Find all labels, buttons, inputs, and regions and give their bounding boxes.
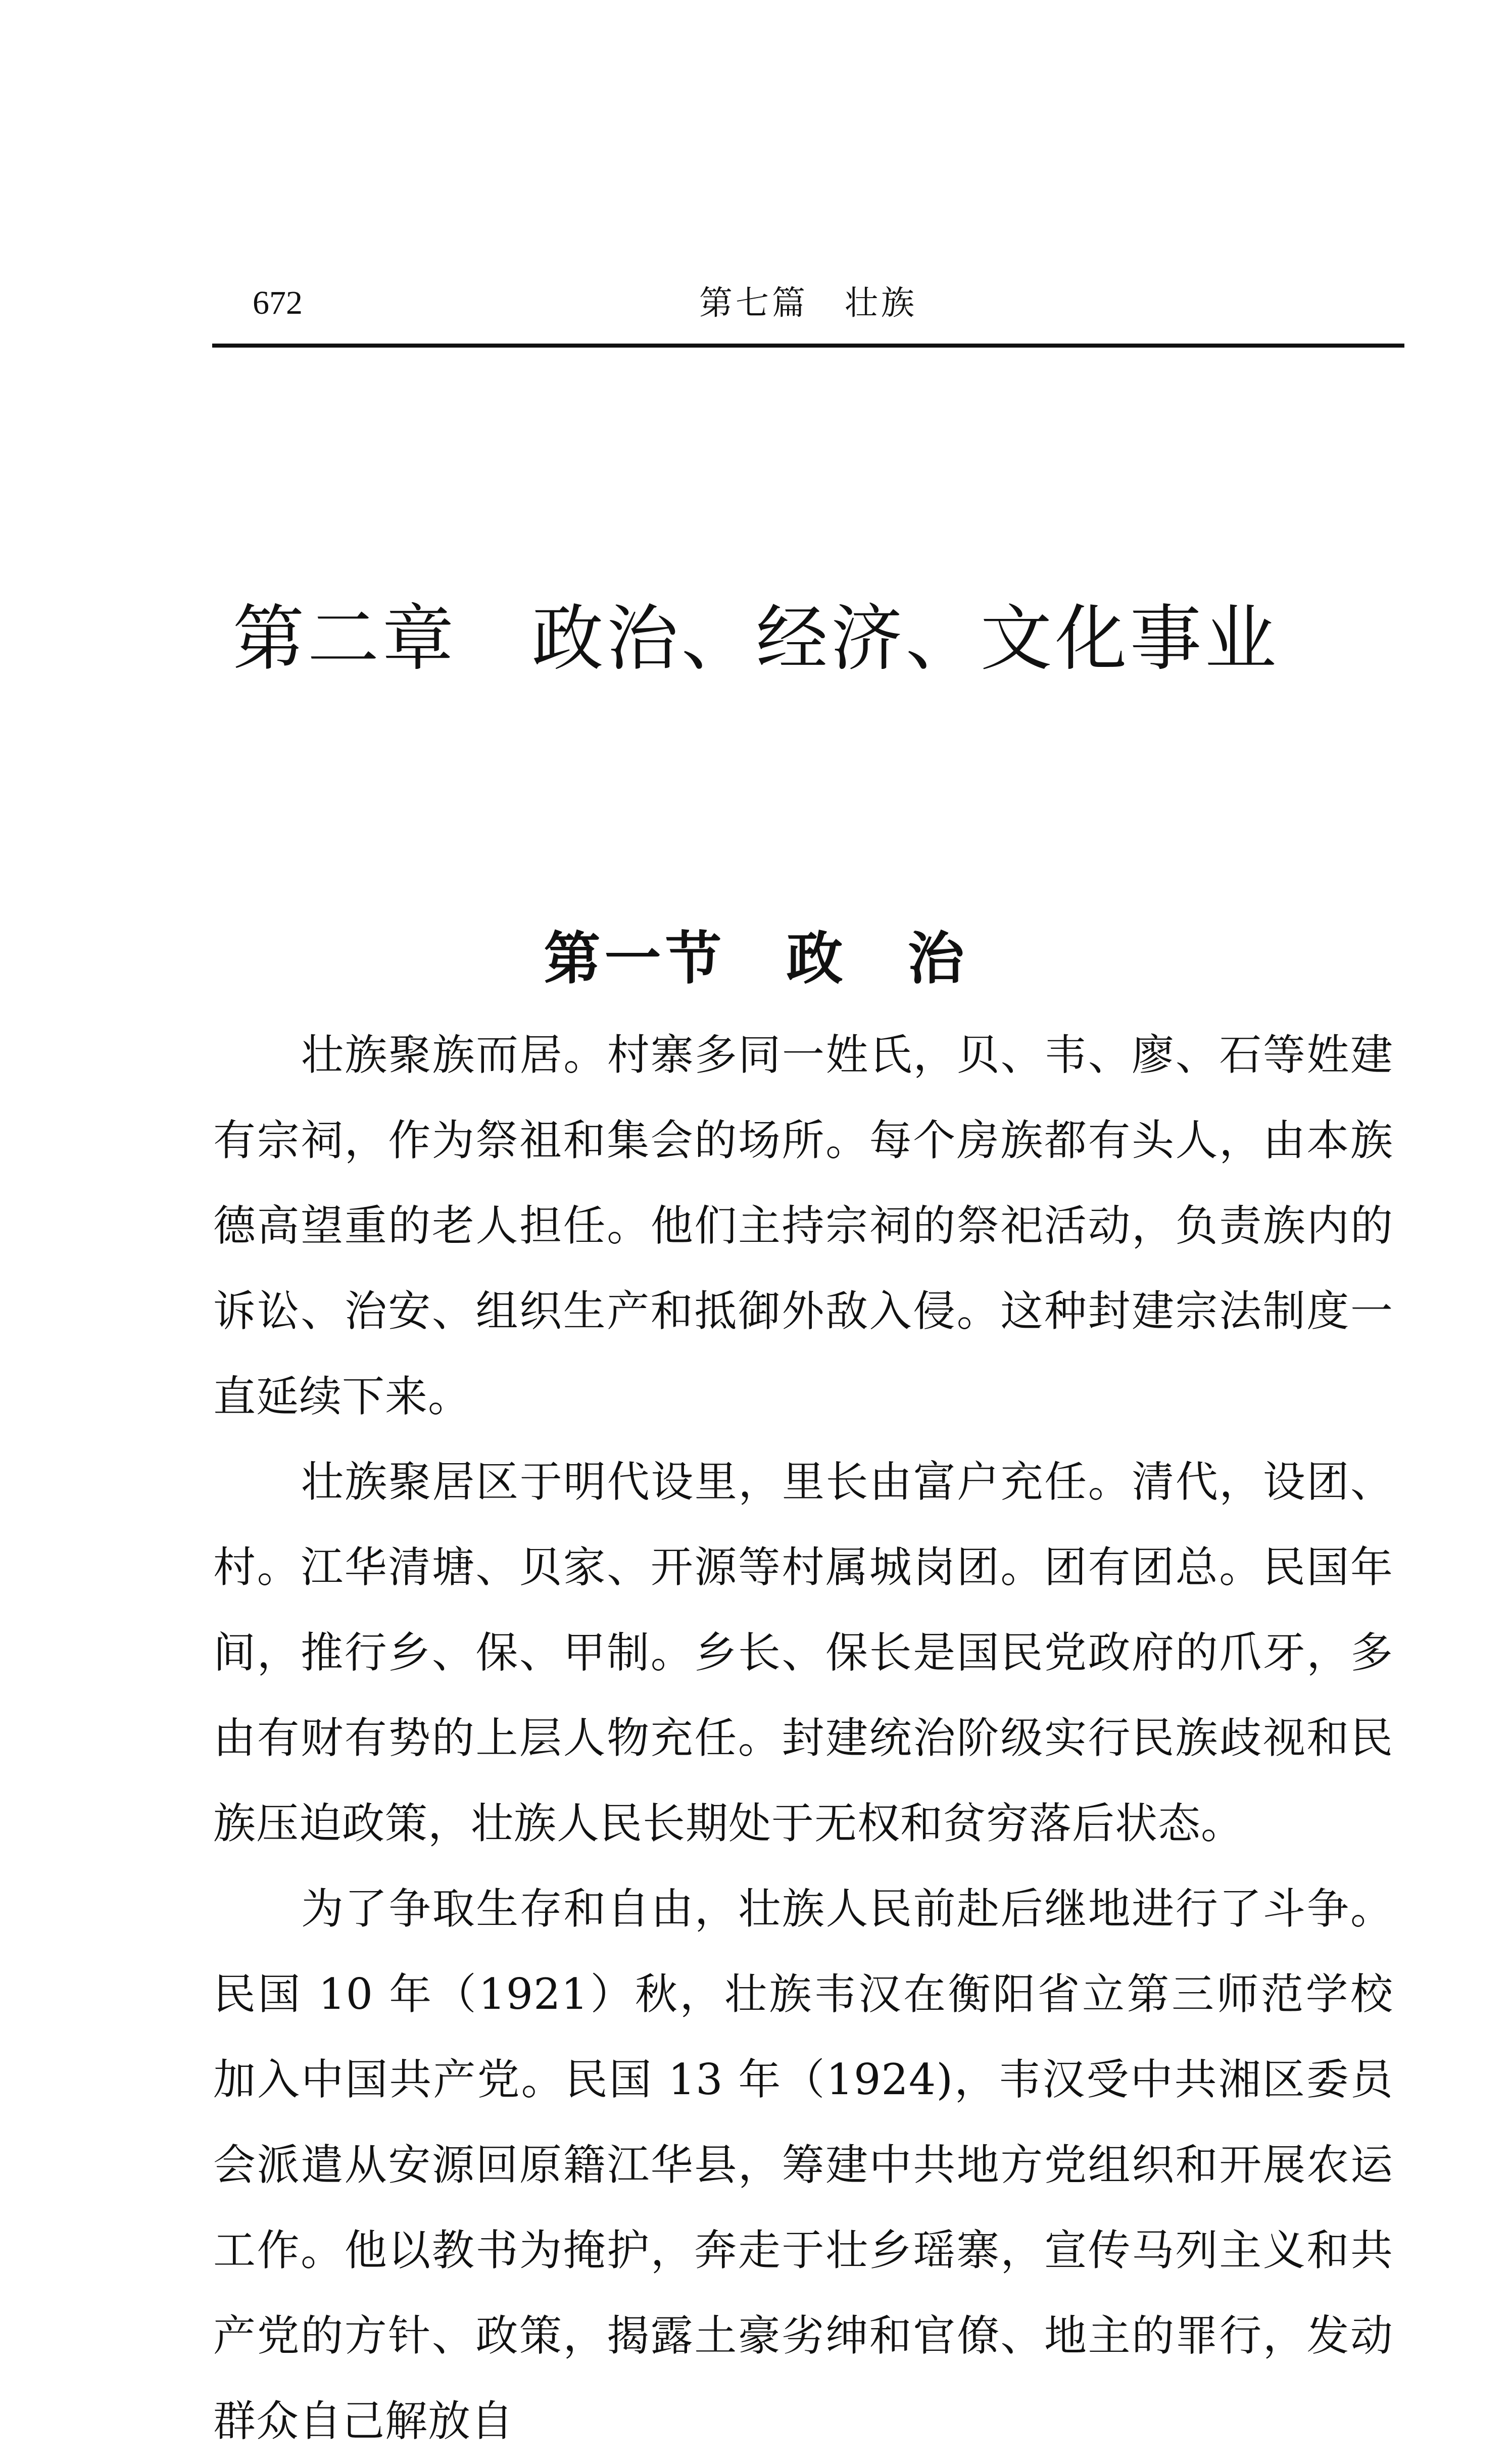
paragraph-clan-settlement: 壮族聚族而居。村寨多同一姓氏，贝、韦、廖、石等姓建有宗祠，作为祭祖和集会的场所。每个房族都有头人，由本族德高望重的老人担任。他们主持宗祠的祭祀活动，负责族内的诉讼、治安、组织生产和抵御外敌入侵。这种封建宗法制度一直延续下来。 bbox=[213, 1030, 1393, 1421]
page-header bbox=[212, 273, 1404, 348]
running-title: 第七篇 壮族 bbox=[699, 283, 917, 322]
page-number: 672 bbox=[253, 284, 303, 321]
paragraph-struggle: 为了争取生存和自由，壮族人民前赴后继地进行了斗争。民国 10 年（1921）秋，壮族韦汉在衡阳省立第三师范学校加入中国共产党。民国 13 年（1924)，韦汉受中共湘区委员会派遣从安源回原籍江华县，筹建中共地方党组织和开展农运工作。他以教书为掩护，奔走于壮乡瑶寨，宣传马列主义和共产党的方针、政策，揭露土豪劣绅和官僚、地主的罪行，发动群众自己解放自 bbox=[213, 1884, 1393, 2446]
section-title: 第一节 政 治 bbox=[544, 925, 968, 992]
paragraph-administration: 壮族聚居区于明代设里，里长由富户充任。清代，设团、村。江华清塘、贝家、开源等村属城岗团。团有团总。民国年间，推行乡、保、甲制。乡长、保长是国民党政府的爪牙，多由有财有势的上层人物充任。封建统治阶级实行民族歧视和民族压迫政策，壮族人民长期处于无权和贫穷落后状态。 bbox=[213, 1457, 1393, 1848]
body-text bbox=[213, 1012, 1393, 2464]
chapter-title: 第二章 政治、经济、文化事业 bbox=[232, 597, 1280, 681]
